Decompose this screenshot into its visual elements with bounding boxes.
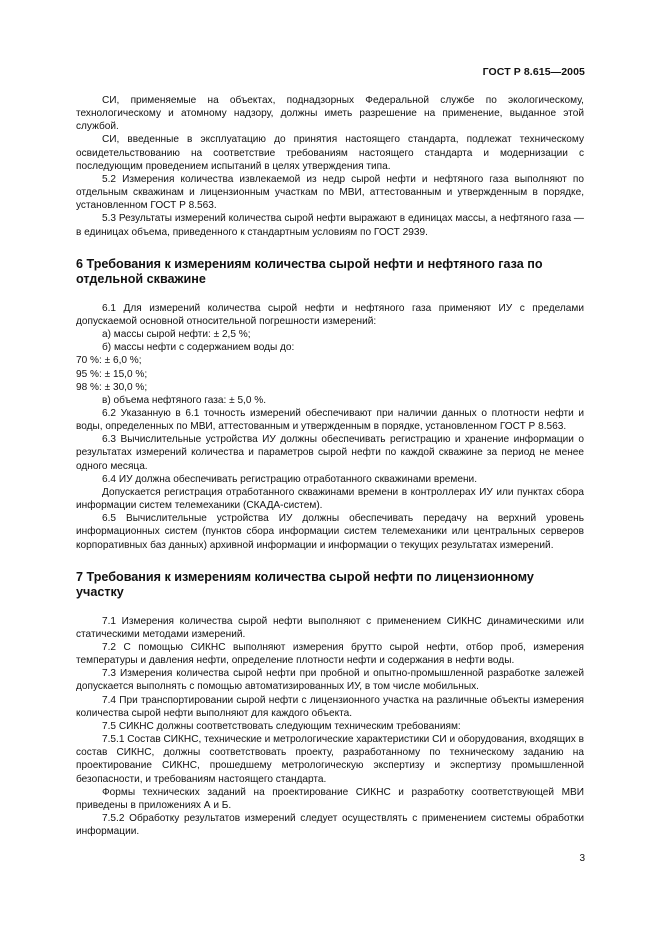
paragraph: 6.2 Указанную в 6.1 точность измерений обеспечивают при наличии данных о плотности нефти и воды, определенных по МВИ, аттестованным и утвержденным в порядке, установленном ГОСТ Р 8.563.: [76, 407, 584, 433]
paragraph: 5.3 Результаты измерений количества сырой нефти выражают в единицах массы, а нефтяного газа — в единицах объема, приведенного к стандартным условиям по ГОСТ 2939.: [76, 213, 584, 238]
list-item: в) объема нефтяного газа: ± 5,0 %.: [102, 394, 267, 406]
paragraph: СИ, введенные в эксплуатацию до принятия настоящего стандарта, подлежат техническому освидетельствованию на соответствие требованиям настоящего стандарта и модернизации с последующим проведением испытаний в целях утверждения типа.: [76, 134, 584, 172]
paragraph: 5.2 Измерения количества извлекаемой из недр сырой нефти и нефтяного газа выполняют по отдельным скважинам и лицензионным участкам по МВИ, аттестованным и утвержденным в порядке, установленном ГОСТ Р 8.563.: [76, 173, 584, 212]
list-item: 70 %: ± 6,0 %;: [76, 355, 142, 367]
document-header-id: ГОСТ Р 8.615—2005: [482, 66, 585, 78]
paragraph: 7.5.1 Состав СИКНС, технические и метрологические характеристики СИ и оборудования, входящих в состав СИКНС, должны соответствовать проекту, разработанному по техническому заданию на проектирование СИКНС, прошедшему метрологическую экспертизу и экспертизу промышленной безопасности, и требованиям настоящего стандарта.: [76, 734, 584, 785]
list-item: а) массы сырой нефти: ± 2,5 %;: [102, 329, 251, 341]
paragraph: 7.2 С помощью СИКНС выполняют измерения брутто сырой нефти, отбор проб, измерения температуры и давления нефти, определение плотности нефти и содержания в нефти воды.: [76, 642, 584, 667]
paragraph: 7.4 При транспортировании сырой нефти с лицензионного участка на различные объекты измерения количества сырой нефти выполняют для каждого объекта.: [76, 694, 584, 719]
page-number: 3: [579, 853, 585, 864]
section-heading-7: 7 Требования к измерениям количества сырой нефти по лицензионному участку: [76, 569, 534, 600]
paragraph: Формы технических заданий на проектирование СИКНС и разработку соответствующей МВИ приведены в приложениях А и Б.: [76, 786, 584, 811]
paragraph: Допускается регистрация отработанного скважинами времени в контроллерах ИУ или пунктах сбора информации систем телемеханики (СКАДА-систем).: [76, 486, 584, 512]
paragraph: 7.1 Измерения количества сырой нефти выполняют с применением СИКНС динамическими или статическими методами измерений.: [76, 615, 584, 640]
paragraph: 6.1 Для измерений количества сырой нефти и нефтяного газа применяют ИУ с пределами допускаемой основной относительной погрешности измерений:: [76, 302, 584, 327]
list-item: б) массы нефти с содержанием воды до:: [102, 342, 295, 354]
document-body: [76, 94, 584, 838]
paragraph: 6.5 Вычислительные устройства ИУ должны обеспечивать передачу на верхний уровень информационных систем (пунктов сбора информации систем телемеханики или центральных серверов корпоративных баз данных) архивной информации и информации о текущих результатах измерений.: [76, 513, 584, 551]
list-item: 95 %: ± 15,0 %;: [76, 368, 148, 380]
paragraph: 7.5 СИКНС должны соответствовать следующим техническим требованиям:: [102, 720, 461, 732]
paragraph: 6.3 Вычислительные устройства ИУ должны обеспечивать регистрацию и хранение информации о результатах измерений количества и параметров сырой нефти по каждой скважине за период не менее одного месяца.: [76, 434, 584, 472]
section-heading-6: 6 Требования к измерениям количества сырой нефти и нефтяного газа по отдельной скважине: [76, 256, 543, 287]
list-item: 98 %: ± 30,0 %;: [76, 381, 148, 393]
paragraph: СИ, применяемые на объектах, поднадзорных Федеральной службе по экологическому, технологическому и атомному надзору, должны иметь разрешение на применение, выданное этой службой.: [76, 95, 584, 133]
paragraph: 6.4 ИУ должна обеспечивать регистрацию отработанного скважинами времени.: [102, 473, 477, 485]
paragraph: 7.5.2 Обработку результатов измерений следует осуществлять с применением системы обработки информации.: [76, 813, 584, 838]
paragraph: 7.3 Измерения количества сырой нефти при пробной и опытно-промышленной разработке залежей допускается выполнять с помощью автоматизированных ИУ, в том числе мобильных.: [76, 668, 584, 693]
